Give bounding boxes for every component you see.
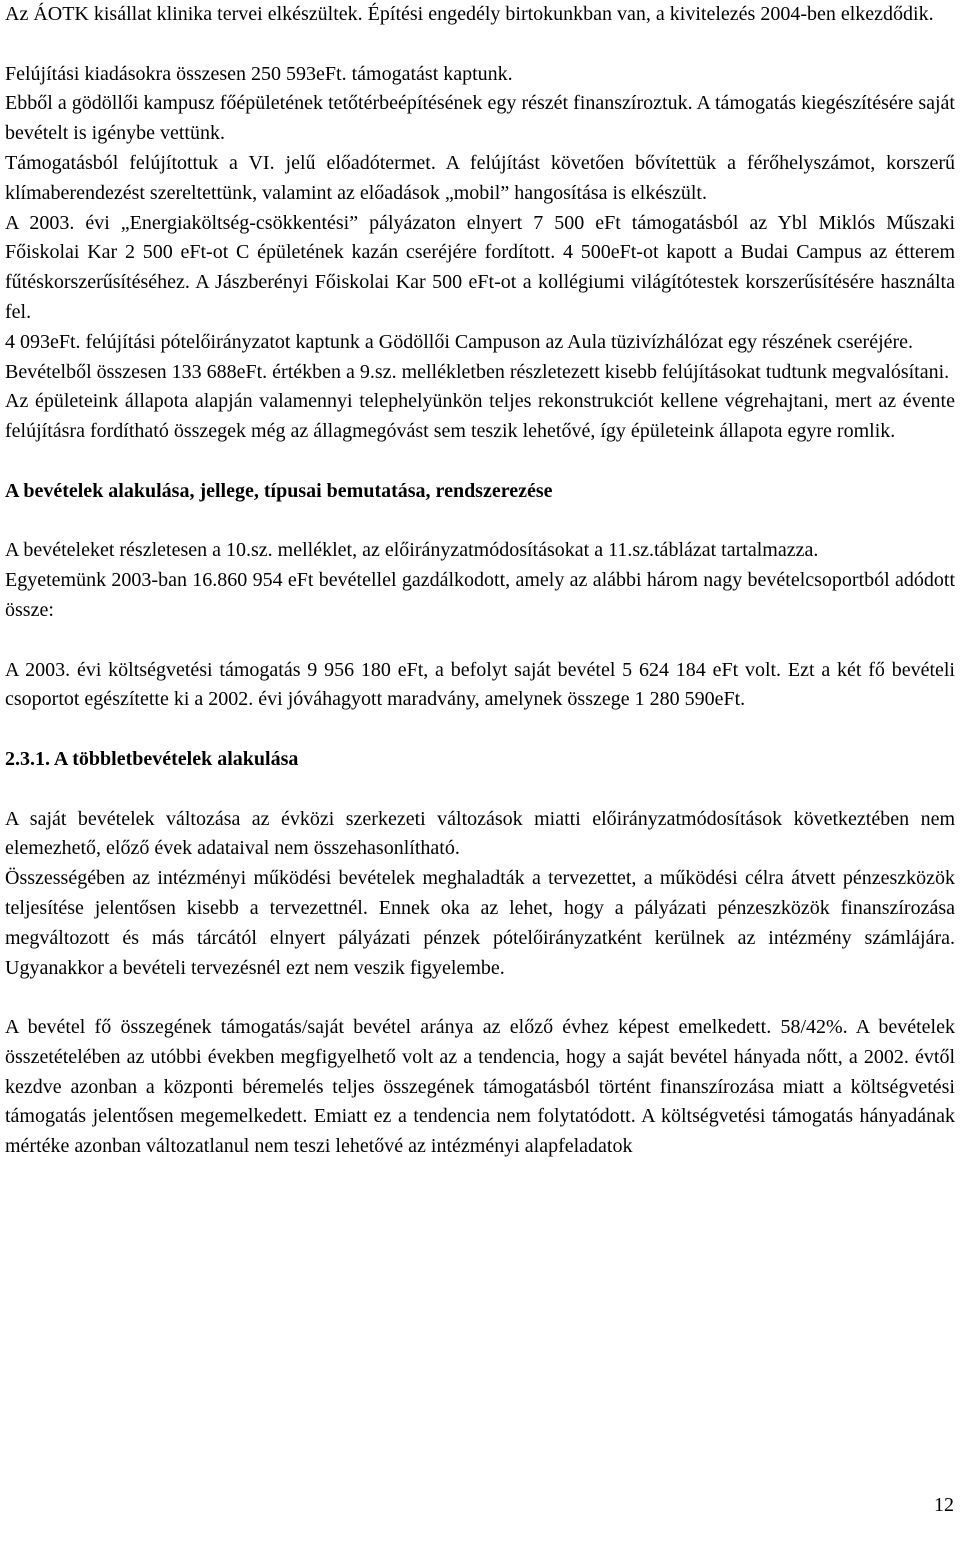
paragraph-lecture-hall: Támogatásból felújítottuk a VI. jelű előadótermet. A felújítást követően bővítettük a férőhelyszámot, korszerű klímaberendezést szereltettünk, valamint az előadások „mobil” hangosítása is elkészült. bbox=[5, 151, 955, 204]
paragraph-renovation-total: Felújítási kiadásokra összesen 250 593eFt. támogatást kaptunk. bbox=[5, 62, 513, 85]
paragraph-total-revenue: Egyetemünk 2003-ban 16.860 954 eFt bevétellel gazdálkodott, amely az alábbi három nagy bevételcsoportból adódott össze: bbox=[5, 569, 955, 621]
section-heading-revenue: A bevételek alakulása, jellege, típusai bemutatása, rendszerezése bbox=[5, 479, 553, 502]
section-heading-extra-revenue: 2.3.1. A többletbevételek alakulása bbox=[5, 747, 299, 770]
paragraph-clinic-plans: Az ÁOTK kisállat klinika tervei elkészültek. Építési engedély birtokunkban van, a kivitelezés 2004-ben elkezdődik. bbox=[5, 3, 934, 25]
paragraph-building-condition: Az épületeink állapota alapján valamennyi telephelyünkön teljes rekonstrukciót kellene végrehajtani, mert az évente felújításra fordítható összegek még az állagmegóvást sem teszik lehetővé, így épületeink állapota egyre romlik. bbox=[5, 390, 955, 443]
paragraph-own-revenue-change: A saját bevételek változása az évközi szerkezeti változások miatti előirányzatmódosítások következtében nem elemezhető, előző évek adataival nem összehasonlítható. bbox=[5, 807, 955, 860]
page-body bbox=[5, 0, 955, 1162]
paragraph-revenue-renovations: Bevételből összesen 133 688eFt. értékben a 9.sz. mellékletben részletezett kisebb felújításokat tudtunk megvalósítani. bbox=[5, 360, 950, 383]
paragraph-attic-conversion: Ebből a gödöllői kampusz főépületének tetőtérbeépítésének egy részét finanszíroztuk. A támogatás kiegészítésére saját bevételt is igénybe vettünk. bbox=[5, 92, 955, 145]
paragraph-revenue-ratio: A bevétel fő összegének támogatás/saját bevétel aránya az előző évhez képest emelkedett. 58/42%. A bevételek összetételében az utóbbi években megfigyelhető volt az a tendencia, hogy a saját bevétel hányada nőtt, a 2002. évtől kezdve azonban a központi béremelés teljes összegének támogatásból történt finanszírozása miatt a költségvetési támogatás jelentősen megemelkedett. Emiatt ez a tendencia nem folytatódott. A költségvetési támogatás hányadának mértéke azonban változatlanul nem teszi lehetővé az intézményi alapfeladatok bbox=[5, 1016, 955, 1158]
paragraph-supplementary-funding: 4 093eFt. felújítási pótelőirányzatot kaptunk a Gödöllői Campuson az Aula tüzivízhálózat egy részének cseréjére. bbox=[5, 330, 914, 353]
paragraph-revenue-groups: A 2003. évi költségvetési támogatás 9 956 180 eFt, a befolyt saját bevétel 5 624 184 eFt volt. Ezt a két fő bevételi csoportot egészítette ki a 2002. évi jóváhagyott maradvány, amelynek összege 1 280 590eFt. bbox=[5, 658, 955, 711]
paragraph-energy-tender: A 2003. évi „Energiaköltség-csökkentési” pályázaton elnyert 7 500 eFt támogatásból az Ybl Miklós Műszaki Főiskolai Kar 2 500 eFt-ot C épületének kazán cseréjére fordított. 4 500eFt-ot kapott a Budai Campus az étterem fűtéskorszerűsítéséhez. A Jászberényi Főiskolai Kar 500 eFt-ot a kollégiumi világítótestek korszerűsítésére használta fel. bbox=[5, 211, 955, 323]
paragraph-operating-revenue: Összességében az intézményi működési bevételek meghaladták a tervezettet, a működési célra átvett pénzeszközök teljesítése jelentősen kisebb a tervezettnél. Ennek oka az lehet, hogy a pályázati pénzeszközök finanszírozása megváltozott és más tárcától elnyert pályázati pénzek pótelőirányzatként kerülnek az intézmény számlájára. Ugyanakkor a bevételi tervezésnél ezt nem veszik figyelembe. bbox=[5, 867, 955, 979]
page-number: 12 bbox=[934, 1494, 954, 1516]
paragraph-revenue-details: A bevételeket részletesen a 10.sz. melléklet, az előirányzatmódosításokat a 11.sz.táblázat tartalmazza. bbox=[5, 539, 819, 562]
